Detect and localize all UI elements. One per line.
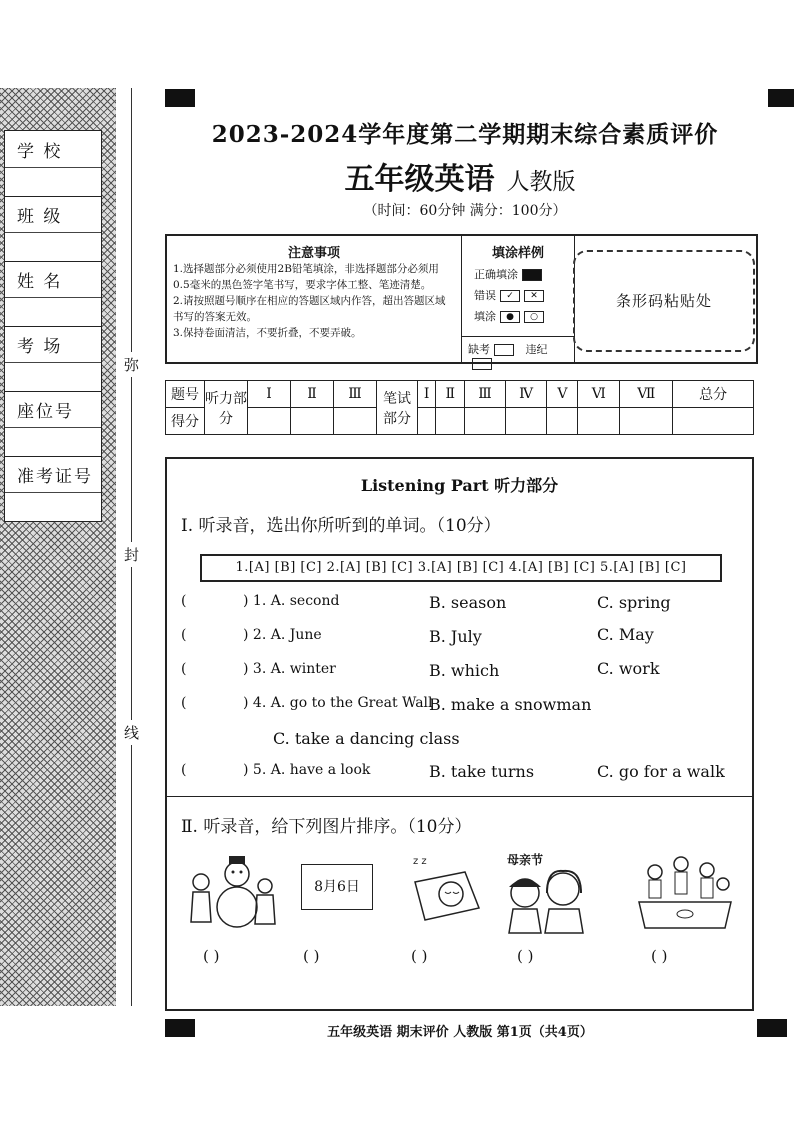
info-label: 姓 名: [17, 272, 63, 292]
answer-blank[interactable]: (: [181, 593, 187, 609]
notes-panel: [165, 234, 758, 364]
answer-blank[interactable]: (: [181, 695, 187, 711]
score-table: [165, 380, 754, 435]
notes-item: 1.选择题部分必须使用2B铅笔填涂，非选择题部分必须用0.5毫米的黑色签字笔书写，要求字体工整、笔迹清楚。: [173, 263, 439, 291]
order-answer-blank[interactable]: ( ): [517, 947, 534, 965]
picnic-picture: [635, 852, 735, 932]
registration-mark: [165, 89, 195, 107]
barcode-area: [573, 250, 755, 352]
listening-section: [165, 457, 754, 1011]
edition-label: 人教版: [506, 169, 576, 195]
fill-wrong-row: [462, 287, 574, 303]
section-divider: [167, 796, 752, 797]
notes-item: 2.请按照题号顺序在相应的答题区域内作答，超出答题区域书写的答案无效。: [173, 295, 446, 323]
info-label: 座位号: [17, 402, 74, 422]
score-cell[interactable]: [465, 408, 505, 435]
listening-part-label: [205, 381, 248, 435]
score-cell[interactable]: [505, 408, 547, 435]
option-a: ) 2. A. June: [243, 627, 322, 643]
order-answer-blank[interactable]: ( ): [411, 947, 428, 965]
listening-title: Listening Part 听力部分: [360, 476, 559, 495]
score-col-header: Ⅶ: [620, 381, 673, 408]
option-c: C. go for a walk: [597, 762, 725, 781]
date-card-picture: 8月6日: [301, 864, 373, 910]
mothers-day-label: 母亲节: [507, 853, 544, 867]
fill-wrong-label: 错误: [474, 289, 496, 302]
option-c: C. take a dancing class: [273, 729, 460, 748]
order-answer-blank[interactable]: ( ): [203, 947, 220, 965]
seal-label: 封: [124, 542, 139, 567]
fill-wrong-row-2: [462, 308, 574, 324]
absent-label: 缺考: [468, 343, 490, 356]
option-c: C. spring: [597, 593, 671, 612]
absent-violation-row: [462, 336, 574, 374]
dot-mark-icon: ●: [500, 311, 520, 323]
fill-wrong-label-2: 填涂: [474, 310, 496, 323]
option-a: ) 3. A. winter: [243, 661, 336, 677]
score-cell[interactable]: [248, 408, 291, 435]
registration-mark: [768, 89, 794, 107]
seal-label: 弥: [124, 352, 139, 377]
registration-mark: [165, 1019, 195, 1037]
score-col-header: Ⅲ: [465, 381, 505, 408]
notes-item: 3.保持卷面清洁，不要折叠，不要弄破。: [173, 327, 362, 339]
info-label: 考 场: [17, 337, 63, 357]
writing-part-text: 笔试部分: [383, 390, 411, 427]
info-row-ticket: [5, 456, 101, 521]
listening-part-text: 听力部分: [205, 390, 247, 427]
filled-box-icon: [522, 269, 542, 281]
subject-name: 五年级英语: [344, 162, 495, 197]
score-header-label: 题号: [166, 381, 205, 408]
option-a: ) 5. A. have a look: [243, 762, 371, 778]
registration-mark: [757, 1019, 787, 1037]
absent-checkbox[interactable]: [494, 344, 514, 356]
score-col-header: Ⅴ: [547, 381, 578, 408]
option-a: ) 4. A. go to the Great Wall: [243, 695, 433, 711]
info-row-school: [5, 131, 101, 197]
answer-options-bar[interactable]: 1.[A] [B] [C] 2.[A] [B] [C] 3.[A] [B] [C] 4.[A] [B] [C] 5.[A] [B] [C]: [200, 554, 722, 582]
info-row-class: [5, 196, 101, 262]
score-col-header: Ⅳ: [505, 381, 547, 408]
score-cell[interactable]: [418, 408, 436, 435]
score-col-header: Ⅲ: [334, 381, 377, 408]
option-b: B. make a snowman: [429, 695, 592, 714]
answer-blank[interactable]: (: [181, 762, 187, 778]
circle-mark-icon: ○: [524, 311, 544, 323]
score-row-label: 得分: [166, 408, 205, 435]
info-row-exam-room: [5, 326, 101, 392]
score-cell[interactable]: [578, 408, 620, 435]
fill-correct-row: [462, 266, 574, 282]
info-label: 班 级: [17, 207, 63, 227]
score-total-header: 总分: [673, 381, 754, 408]
score-col-header: Ⅰ: [248, 381, 291, 408]
violation-label: 违纪: [525, 343, 548, 356]
notes-section: [167, 236, 462, 362]
order-answer-blank[interactable]: ( ): [651, 947, 668, 965]
score-cell[interactable]: [291, 408, 334, 435]
score-cell[interactable]: [620, 408, 673, 435]
section2-heading: Ⅱ. 听录音，给下列图片排序。（10分）: [181, 817, 472, 837]
order-answer-blank[interactable]: ( ): [303, 947, 320, 965]
snowman-picture: [187, 852, 277, 932]
score-cell[interactable]: [334, 408, 377, 435]
cross-mark-icon: ✕: [524, 290, 544, 302]
sleeping-picture: [405, 852, 485, 928]
score-col-header: Ⅰ: [418, 381, 436, 408]
notes-title: 注意事项: [287, 246, 340, 261]
score-col-header: Ⅵ: [578, 381, 620, 408]
option-b: B. July: [429, 627, 482, 646]
option-c: C. work: [597, 659, 660, 678]
exam-title: 2023-2024学年度第二学期期末综合素质评价: [211, 121, 719, 148]
info-row-seat: [5, 391, 101, 457]
option-b: B. take turns: [429, 762, 535, 781]
info-row-name: [5, 261, 101, 327]
fill-sample-title: 填涂样例: [491, 246, 544, 261]
seal-label: 线: [124, 720, 139, 745]
writing-part-label: [377, 381, 418, 435]
fill-correct-label: 正确填涂: [474, 268, 518, 281]
exam-time-info: （时间：60分钟 满分：100分）: [363, 203, 567, 219]
score-cell[interactable]: [436, 408, 465, 435]
barcode-label: 条形码粘贴处: [615, 292, 712, 310]
option-b: B. which: [429, 661, 500, 680]
student-info-box: [4, 130, 102, 522]
answer-blank[interactable]: (: [181, 627, 187, 643]
subject-title: [280, 154, 640, 198]
score-col-header: Ⅱ: [436, 381, 465, 408]
score-total-cell[interactable]: [673, 408, 754, 435]
score-cell[interactable]: [547, 408, 578, 435]
violation-checkbox[interactable]: [472, 358, 492, 370]
mothers-day-picture: [503, 865, 589, 935]
option-c: C. May: [597, 625, 654, 644]
fill-sample-section: [462, 236, 575, 362]
info-label: 准考证号: [17, 467, 93, 487]
answer-blank[interactable]: (: [181, 661, 187, 677]
svg-text:z z: z z: [413, 856, 427, 867]
check-mark-icon: ✓: [500, 290, 520, 302]
section1-heading: Ⅰ. 听录音，选出你所听到的单词。（10分）: [181, 516, 501, 536]
info-label: 学 校: [17, 142, 63, 162]
option-a: ) 1. A. second: [243, 593, 340, 609]
page-footer: 五年级英语 期末评价 人教版 第1页（共4页）: [327, 1025, 593, 1040]
score-col-header: Ⅱ: [291, 381, 334, 408]
option-b: B. season: [429, 593, 507, 612]
